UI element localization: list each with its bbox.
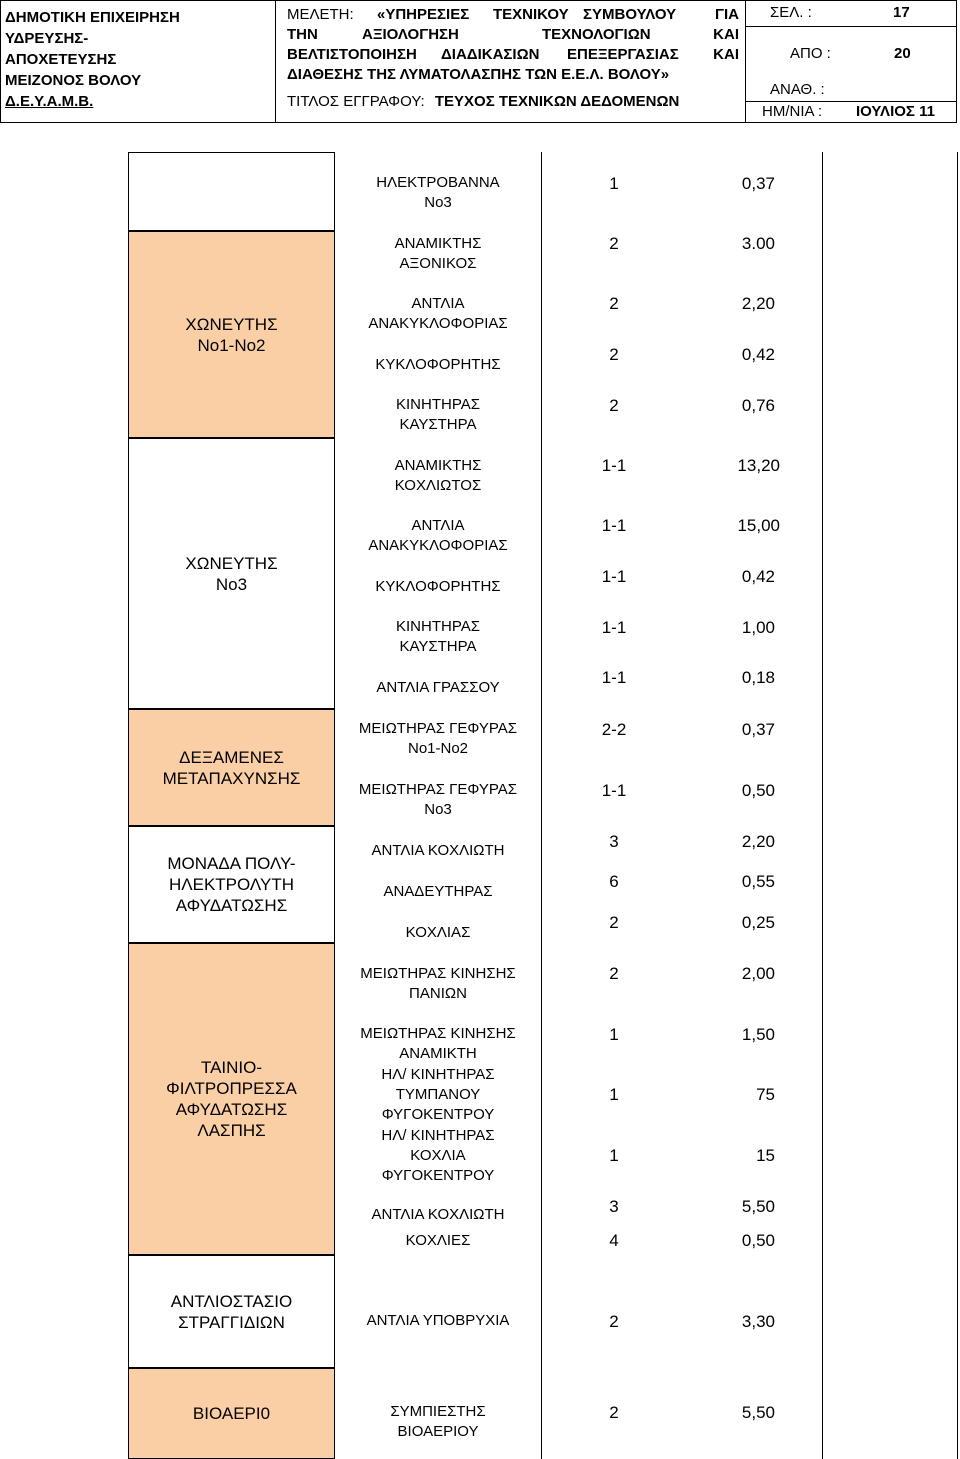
document-title-label: ΤΙΤΛΟΣ ΕΓΓΡΑΦΟΥ: (287, 93, 425, 110)
group-label: ΧΩΝΕΥΤΗΣ Νο1-Νο2 (185, 314, 278, 355)
power-cell: 0,18 (741, 668, 775, 687)
study-title-word: ΓΙΑ (714, 6, 739, 23)
equipment-cell (338, 1126, 538, 1186)
equipment-cell (338, 617, 538, 657)
group-label: ΤΑΙΝΙΟ- ΦΙΛΤΡΟΠΡΕΣΣΑ ΑΦΥΔΑΤΩΣΗΣ ΛΑΣΠΗΣ (166, 1058, 297, 1140)
equipment-name: ΚΙΝΗΤΗΡΑΣ ΚΑΥΣΤΗΡΑ (395, 396, 480, 433)
quantity-cell: 1 (609, 174, 619, 193)
quantity-cell: 1-1 (601, 618, 627, 637)
power-cell: 15,00 (737, 516, 780, 535)
quantity-cell: 2 (609, 1312, 619, 1331)
quantity-cell: 2 (609, 913, 619, 932)
quantity-cell: 2 (609, 396, 619, 415)
equipment-cell (338, 173, 538, 213)
power-cell: 0,25 (741, 913, 775, 932)
power-cell: 5,50 (741, 1197, 775, 1216)
equipment-cell (338, 234, 538, 274)
power-cell: 0,55 (741, 872, 775, 891)
equipment-name: ΜΕΙΩΤΗΡΑΣ ΚΙΝΗΣΗΣ ΑΝΑΜΙΚΤΗ (360, 1025, 516, 1062)
meta-block (746, 1, 958, 122)
document-title: ΤΕΥΧΟΣ ΤΕΧΝΙΚΩΝ ΔΕΔΟΜΕΝΩΝ (434, 93, 680, 110)
power-cell: 0,50 (741, 1231, 775, 1250)
equipment-cell (338, 456, 538, 496)
study-title-word: ΕΠΕΞΕΡΓΑΣΙΑΣ (567, 46, 679, 63)
equipment-cell (338, 1024, 538, 1064)
study-title-word: ΤΕΧΝΙΚΟΥ (493, 6, 569, 23)
equipment-cell (338, 1311, 538, 1331)
power-cell: 13,20 (737, 456, 780, 475)
power-cell: 0,42 (741, 345, 775, 364)
group-cell (128, 826, 335, 943)
equipment-name: ΑΝΤΛΙΑ ΑΝΑΚΥΚΛΟΦΟΡΙΑΣ (368, 517, 508, 554)
group-cell (128, 709, 335, 826)
study-title-word: ΚΑΙ (713, 46, 739, 63)
equipment-name: ΜΕΙΩΤΗΡΑΣ ΓΕΦΥΡΑΣ Νο3 (358, 781, 518, 818)
group-cell (128, 231, 335, 438)
equipment-name: ΗΛ/ ΚΙΝΗΤΗΡΑΣ ΤΥΜΠΑΝΟΥ ΦΥΓΟΚΕΝΤΡΟΥ (381, 1066, 495, 1123)
equipment-name: ΑΝΑΜΙΚΤΗΣ ΑΞΟΝΙΚΟΣ (394, 235, 482, 272)
power-cell: 0,76 (741, 396, 775, 415)
quantity-cell: 1 (609, 1146, 619, 1165)
quantity-cell: 1 (609, 1085, 619, 1104)
column-divider (957, 152, 958, 1459)
equipment-name: ΣΥΜΠΙΕΣΤΗΣ ΒΙΟΑΕΡΙΟΥ (390, 1403, 486, 1440)
equipment-cell (338, 1231, 538, 1251)
study-title-word: ΑΞΙΟΛΟΓΗΣΗ (362, 26, 459, 43)
quantity-cell: 1-1 (601, 516, 627, 535)
org-line: ΥΔΡΕΥΣΗΣ- (5, 30, 89, 47)
study-title-word: ΔΙΑΘΕΣΗΣ ΤΗΣ ΛΥΜΑΤΟΛΑΣΠΗΣ ΤΩΝ Ε.Ε.Λ. ΒΟΛΟΥ» (287, 66, 670, 83)
power-cell: 2,00 (741, 964, 775, 983)
quantity-cell: 2 (609, 964, 619, 983)
group-cell (128, 1255, 335, 1368)
equipment-cell (338, 719, 538, 759)
study-block (276, 1, 746, 122)
power-cell: 0,37 (741, 174, 775, 193)
quantity-cell: 2 (609, 234, 619, 253)
equipment-name: ΑΝΤΛΙΑ ΥΠΟΒΡΥΧΙΑ (366, 1312, 510, 1329)
page-number: 17 (893, 4, 910, 21)
study-title-word: ΤΗΝ (287, 26, 318, 43)
equipment-name: ΚΥΚΛΟΦΟΡΗΤΗΣ (375, 356, 501, 373)
equipment-cell (338, 780, 538, 820)
quantity-cell: 2 (609, 294, 619, 313)
date-value: ΙΟΥΛΙΟΣ 11 (856, 103, 935, 120)
equipment-cell (338, 355, 538, 375)
group-cell (128, 943, 335, 1255)
power-cell: 15 (756, 1146, 775, 1165)
organization-block (1, 1, 276, 122)
equipment-name: ΗΛΕΚΤΡΟΒΑΝΝΑ Νο3 (376, 174, 500, 211)
equipment-name: ΑΝΤΛΙΑ ΑΝΑΚΥΚΛΟΦΟΡΙΑΣ (368, 295, 508, 332)
group-cell-empty (128, 152, 335, 231)
org-line: ΜΕΙΖΟΝΟΣ ΒΟΛΟΥ (5, 72, 142, 89)
document-title-row (287, 93, 679, 110)
group-label: ΜΟΝΑΔΑ ΠΟΛΥ- ΗΛΕΚΤΡΟΛΥΤΗ ΑΦΥΔΑΤΩΣΗΣ (167, 854, 296, 915)
equipment-cell (338, 294, 538, 334)
group-label: ΒΙΟΑΕΡΙ0 (192, 1404, 271, 1423)
quantity-cell: 1 (609, 1025, 619, 1044)
equipment-cell (338, 577, 538, 597)
revision-label: ΑΝΑΘ. : (770, 81, 825, 98)
power-cell: 0,42 (741, 567, 775, 586)
org-line: ΔΗΜΟΤΙΚΗ ΕΠΙΧΕΙΡΗΣΗ (5, 9, 180, 26)
quantity-cell: 4 (609, 1231, 619, 1250)
quantity-cell: 1-1 (601, 567, 627, 586)
power-cell: 5,50 (741, 1403, 775, 1422)
power-cell: 1,00 (741, 618, 775, 637)
quantity-cell: 2 (609, 345, 619, 364)
equipment-cell (338, 841, 538, 861)
study-label: ΜΕΛΕΤΗ: (287, 6, 354, 23)
study-title-word: ΣΥΜΒΟΥΛΟΥ (583, 6, 677, 23)
equipment-name: ΜΕΙΩΤΗΡΑΣ ΓΕΦΥΡΑΣ Νο1-Νο2 (358, 720, 518, 757)
equipment-cell (338, 678, 538, 698)
equipment-name: ΑΝΑΜΙΚΤΗΣ ΚΟΧΛΙΩΤΟΣ (394, 457, 482, 494)
date-label: ΗΜ/ΝΙΑ : (762, 103, 823, 120)
equipment-name: ΗΛ/ ΚΙΝΗΤΗΡΑΣ ΚΟΧΛΙΑ ΦΥΓΟΚΕΝΤΡΟΥ (381, 1127, 495, 1184)
group-label: ΔΕΞΑΜΕΝΕΣ ΜΕΤΑΠΑΧΥΝΣΗΣ (162, 747, 301, 788)
quantity-cell: 3 (609, 832, 619, 851)
study-title-word: ΔΙΑΔΙΚΑΣΙΩΝ (441, 46, 540, 63)
equipment-name: ΑΝΤΛΙΑ ΓΡΑΣΣΟΥ (376, 679, 500, 696)
equipment-name: ΚΥΚΛΟΦΟΡΗΤΗΣ (375, 578, 501, 595)
power-cell: 3.00 (741, 234, 775, 253)
study-title-word: «ΥΠΗΡΕΣΙΕΣ (377, 6, 470, 23)
quantity-cell: 1-1 (601, 456, 627, 475)
equipment-cell (338, 964, 538, 1004)
equipment-name: ΑΝΤΛΙΑ ΚΟΧΛΙΩΤΗ (371, 1206, 505, 1223)
power-cell: 75 (756, 1085, 775, 1104)
org-line: ΑΠΟΧΕΤΕΥΣΗΣ (5, 51, 117, 68)
equipment-name: ΑΝΤΛΙΑ ΚΟΧΛΙΩΤΗ (371, 842, 505, 859)
group-label: ΧΩΝΕΥΤΗΣ Νο3 (185, 553, 278, 594)
equipment-name: ΚΙΝΗΤΗΡΑΣ ΚΑΥΣΤΗΡΑ (395, 618, 480, 655)
study-title-word: ΤΕΧΝΟΛΟΓΙΩΝ (542, 26, 651, 43)
power-cell: 3,30 (741, 1312, 775, 1331)
equipment-name: ΜΕΙΩΤΗΡΑΣ ΚΙΝΗΣΗΣ ΠΑΝΙΩΝ (360, 965, 516, 1002)
equipment-name: ΚΟΧΛΙΑΣ (405, 924, 471, 941)
power-cell: 1,50 (741, 1025, 775, 1044)
quantity-cell: 2 (609, 1403, 619, 1422)
page-label: ΣΕΛ. : (770, 4, 812, 21)
equipment-cell (338, 1065, 538, 1125)
quantity-cell: 2-2 (601, 720, 627, 739)
equipment-name: ΑΝΑΔΕΥΤΗΡΑΣ (383, 883, 493, 900)
equipment-cell (338, 1205, 538, 1225)
column-divider (822, 152, 823, 1459)
total-pages: 20 (894, 45, 911, 62)
quantity-cell: 3 (609, 1197, 619, 1216)
equipment-cell (338, 395, 538, 435)
document-header (0, 0, 957, 123)
group-cell (128, 438, 335, 709)
quantity-cell: 1-1 (601, 668, 627, 687)
quantity-cell: 1-1 (601, 781, 627, 800)
power-cell: 0,50 (741, 781, 775, 800)
group-label: ΑΝΤΛΙΟΣΤΑΣΙΟ ΣΤΡΑΓΓΙΔΙΩΝ (170, 1291, 293, 1332)
equipment-cell (338, 516, 538, 556)
study-title-word: ΒΕΛΤΙΣΤΟΠΟΙΗΣΗ (287, 46, 417, 63)
power-cell: 2,20 (741, 832, 775, 851)
power-cell: 2,20 (741, 294, 775, 313)
quantity-cell: 6 (609, 872, 619, 891)
equipment-name: ΚΟΧΛΙΕΣ (405, 1232, 471, 1249)
group-cell (128, 1368, 335, 1459)
equipment-cell (338, 882, 538, 902)
of-label: ΑΠΟ : (790, 45, 831, 62)
equipment-cell (338, 1402, 538, 1442)
study-title-word: ΚΑΙ (713, 26, 739, 43)
column-divider (541, 152, 542, 1459)
power-cell: 0,37 (741, 720, 775, 739)
org-line: Δ.Ε.Υ.Α.Μ.Β. (5, 93, 94, 110)
equipment-cell (338, 923, 538, 943)
